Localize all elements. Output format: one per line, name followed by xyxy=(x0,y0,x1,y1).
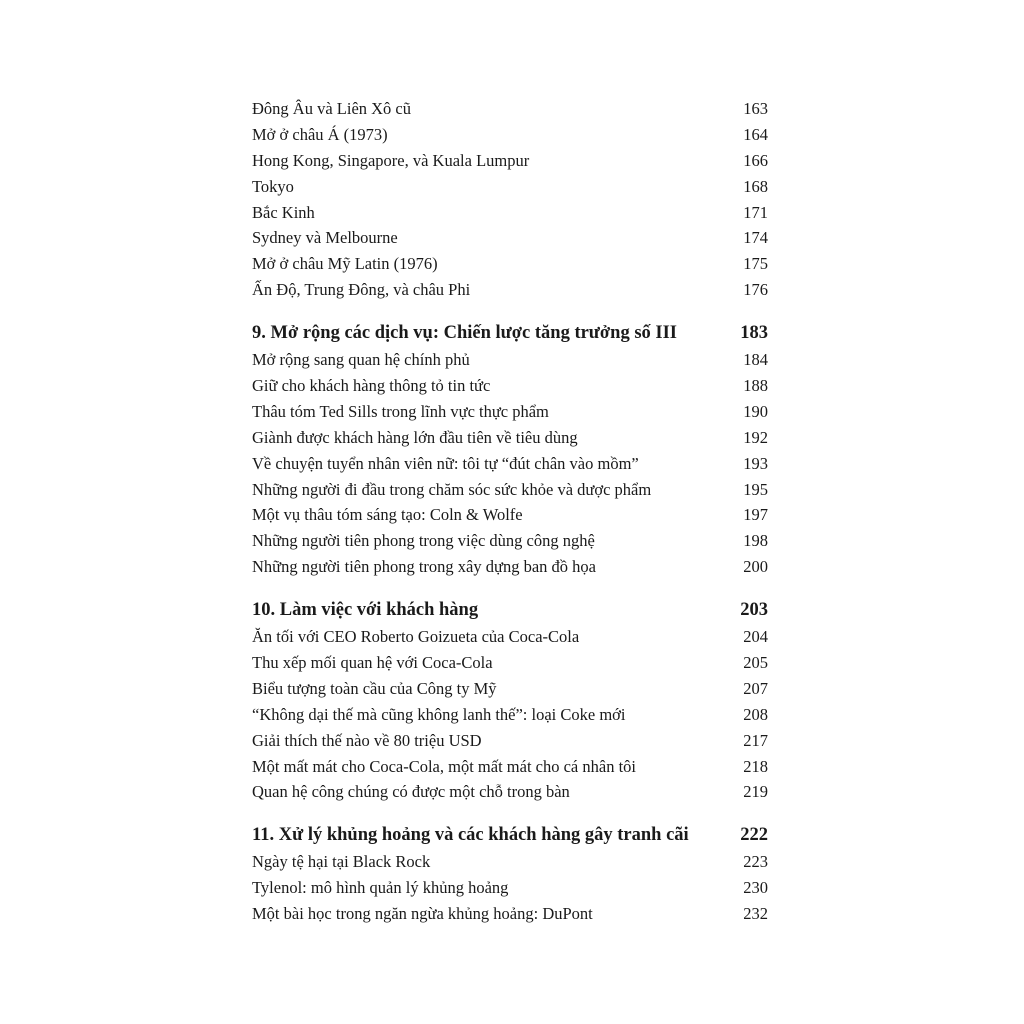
toc-section xyxy=(252,821,768,927)
entry-title: Ăn tối với CEO Roberto Goizueta của Coca-Cola xyxy=(252,627,580,647)
toc-entry xyxy=(252,554,768,580)
entry-page-number: 184 xyxy=(743,350,768,370)
entry-title: Những người tiên phong trong xây dựng ban đồ họa xyxy=(252,557,596,577)
entry-title: Bắc Kinh xyxy=(252,202,315,222)
entry-page-number: 188 xyxy=(743,376,768,396)
entry-page-number: 163 xyxy=(743,99,768,118)
entry-page-number: 171 xyxy=(743,202,768,222)
entry-page-number: 174 xyxy=(743,228,768,248)
chapter-page-number: 203 xyxy=(740,600,768,621)
entry-page-number: 193 xyxy=(743,453,768,473)
chapter-heading xyxy=(252,821,768,849)
entry-title: Một vụ thâu tóm sáng tạo: Coln & Wolfe xyxy=(252,505,523,525)
toc-entry xyxy=(252,347,768,373)
entry-title: Giành được khách hàng lớn đầu tiên về tiêu dùng xyxy=(252,427,578,447)
toc-entry xyxy=(252,528,768,554)
entry-title: Ngày tệ hại tại Black Rock xyxy=(252,852,431,872)
toc-entry xyxy=(252,96,768,122)
chapter-heading xyxy=(252,596,768,624)
entry-title: Mở rộng sang quan hệ chính phủ xyxy=(252,350,470,370)
entry-title: Tylenol: mô hình quản lý khủng hoảng xyxy=(252,878,509,898)
entry-title: Đông Âu và Liên Xô cũ xyxy=(252,99,412,118)
toc-entry xyxy=(252,148,768,174)
entry-title: Về chuyện tuyển nhân viên nữ: tôi tự “đút chân vào mồm” xyxy=(252,453,639,473)
entry-title: Quan hệ công chúng có được một chỗ trong bàn xyxy=(252,782,570,802)
toc-entry xyxy=(252,122,768,148)
toc-entry xyxy=(252,399,768,425)
entry-title: Biểu tượng toàn cầu của Công ty Mỹ xyxy=(252,678,497,698)
entry-title: Giữ cho khách hàng thông tỏ tin tức xyxy=(252,376,491,396)
entry-page-number: 230 xyxy=(743,878,768,898)
entry-title: Hong Kong, Singapore, và Kuala Lumpur xyxy=(252,150,530,170)
entry-page-number: 205 xyxy=(743,653,768,673)
entry-page-number: 208 xyxy=(743,704,768,724)
table-of-contents xyxy=(252,96,768,927)
toc-entry xyxy=(252,728,768,754)
chapter-title: 10. Làm việc với khách hàng xyxy=(252,600,479,621)
entry-title: Một bài học trong ngăn ngừa khủng hoảng: DuPont xyxy=(252,904,593,924)
toc-section xyxy=(252,596,768,805)
toc-entry xyxy=(252,849,768,875)
toc-entry xyxy=(252,754,768,780)
entry-page-number: 232 xyxy=(743,904,768,924)
entry-title: Mở ở châu Mỹ Latin (1976) xyxy=(252,254,438,274)
toc-entry xyxy=(252,502,768,528)
entry-page-number: 207 xyxy=(743,678,768,698)
toc-entry xyxy=(252,624,768,650)
entry-page-number: 164 xyxy=(743,124,768,144)
entry-page-number: 218 xyxy=(743,756,768,776)
toc-entry xyxy=(252,425,768,451)
entry-page-number: 223 xyxy=(743,852,768,872)
entry-page-number: 192 xyxy=(743,427,768,447)
entry-title: Những người đi đầu trong chăm sóc sức khỏe và dược phẩm xyxy=(252,479,652,499)
entry-page-number: 166 xyxy=(743,150,768,170)
entry-page-number: 168 xyxy=(743,176,768,196)
entry-page-number: 197 xyxy=(743,505,768,525)
entry-page-number: 200 xyxy=(743,557,768,577)
entry-title: Những người tiên phong trong việc dùng công nghệ xyxy=(252,531,595,551)
entry-title: Thu xếp mối quan hệ với Coca-Cola xyxy=(252,653,493,673)
toc-entry xyxy=(252,251,768,277)
entry-page-number: 198 xyxy=(743,531,768,551)
toc-entry xyxy=(252,477,768,503)
toc-entry xyxy=(252,451,768,477)
chapter-title: 11. Xử lý khủng hoảng và các khách hàng gây tranh cãi xyxy=(252,825,689,846)
toc-entry xyxy=(252,277,768,303)
toc-entry xyxy=(252,174,768,200)
toc-entry xyxy=(252,373,768,399)
entry-title: Ấn Độ, Trung Đông, và châu Phi xyxy=(252,280,471,300)
chapter-title: 9. Mở rộng các dịch vụ: Chiến lược tăng trưởng số III xyxy=(252,323,677,344)
entry-title: Mở ở châu Á (1973) xyxy=(252,124,388,144)
toc-entry xyxy=(252,650,768,676)
entry-page-number: 217 xyxy=(743,730,768,750)
toc-entry xyxy=(252,676,768,702)
entry-page-number: 204 xyxy=(743,627,768,647)
entry-page-number: 190 xyxy=(743,401,768,421)
entry-page-number: 176 xyxy=(743,280,768,300)
chapter-heading xyxy=(252,319,768,347)
entry-title: Thâu tóm Ted Sills trong lĩnh vực thực phẩm xyxy=(252,401,549,421)
entry-page-number: 195 xyxy=(743,479,768,499)
toc-section xyxy=(252,319,768,580)
entry-title: Giải thích thế nào về 80 triệu USD xyxy=(252,730,482,750)
entry-title: Tokyo xyxy=(252,176,294,196)
entry-title: “Không dại thế mà cũng không lanh thế”: loại Coke mới xyxy=(252,704,626,724)
toc-section xyxy=(252,96,768,303)
toc-entry xyxy=(252,875,768,901)
entry-title: Một mất mát cho Coca-Cola, một mất mát cho cá nhân tôi xyxy=(252,756,636,776)
toc-entry xyxy=(252,702,768,728)
chapter-page-number: 222 xyxy=(740,825,768,846)
toc-entry xyxy=(252,200,768,226)
chapter-page-number: 183 xyxy=(740,323,768,344)
toc-entry xyxy=(252,225,768,251)
entry-title: Sydney và Melbourne xyxy=(252,228,398,248)
entry-page-number: 175 xyxy=(743,254,768,274)
entry-page-number: 219 xyxy=(743,782,768,802)
toc-entry xyxy=(252,901,768,927)
toc-entry xyxy=(252,779,768,805)
